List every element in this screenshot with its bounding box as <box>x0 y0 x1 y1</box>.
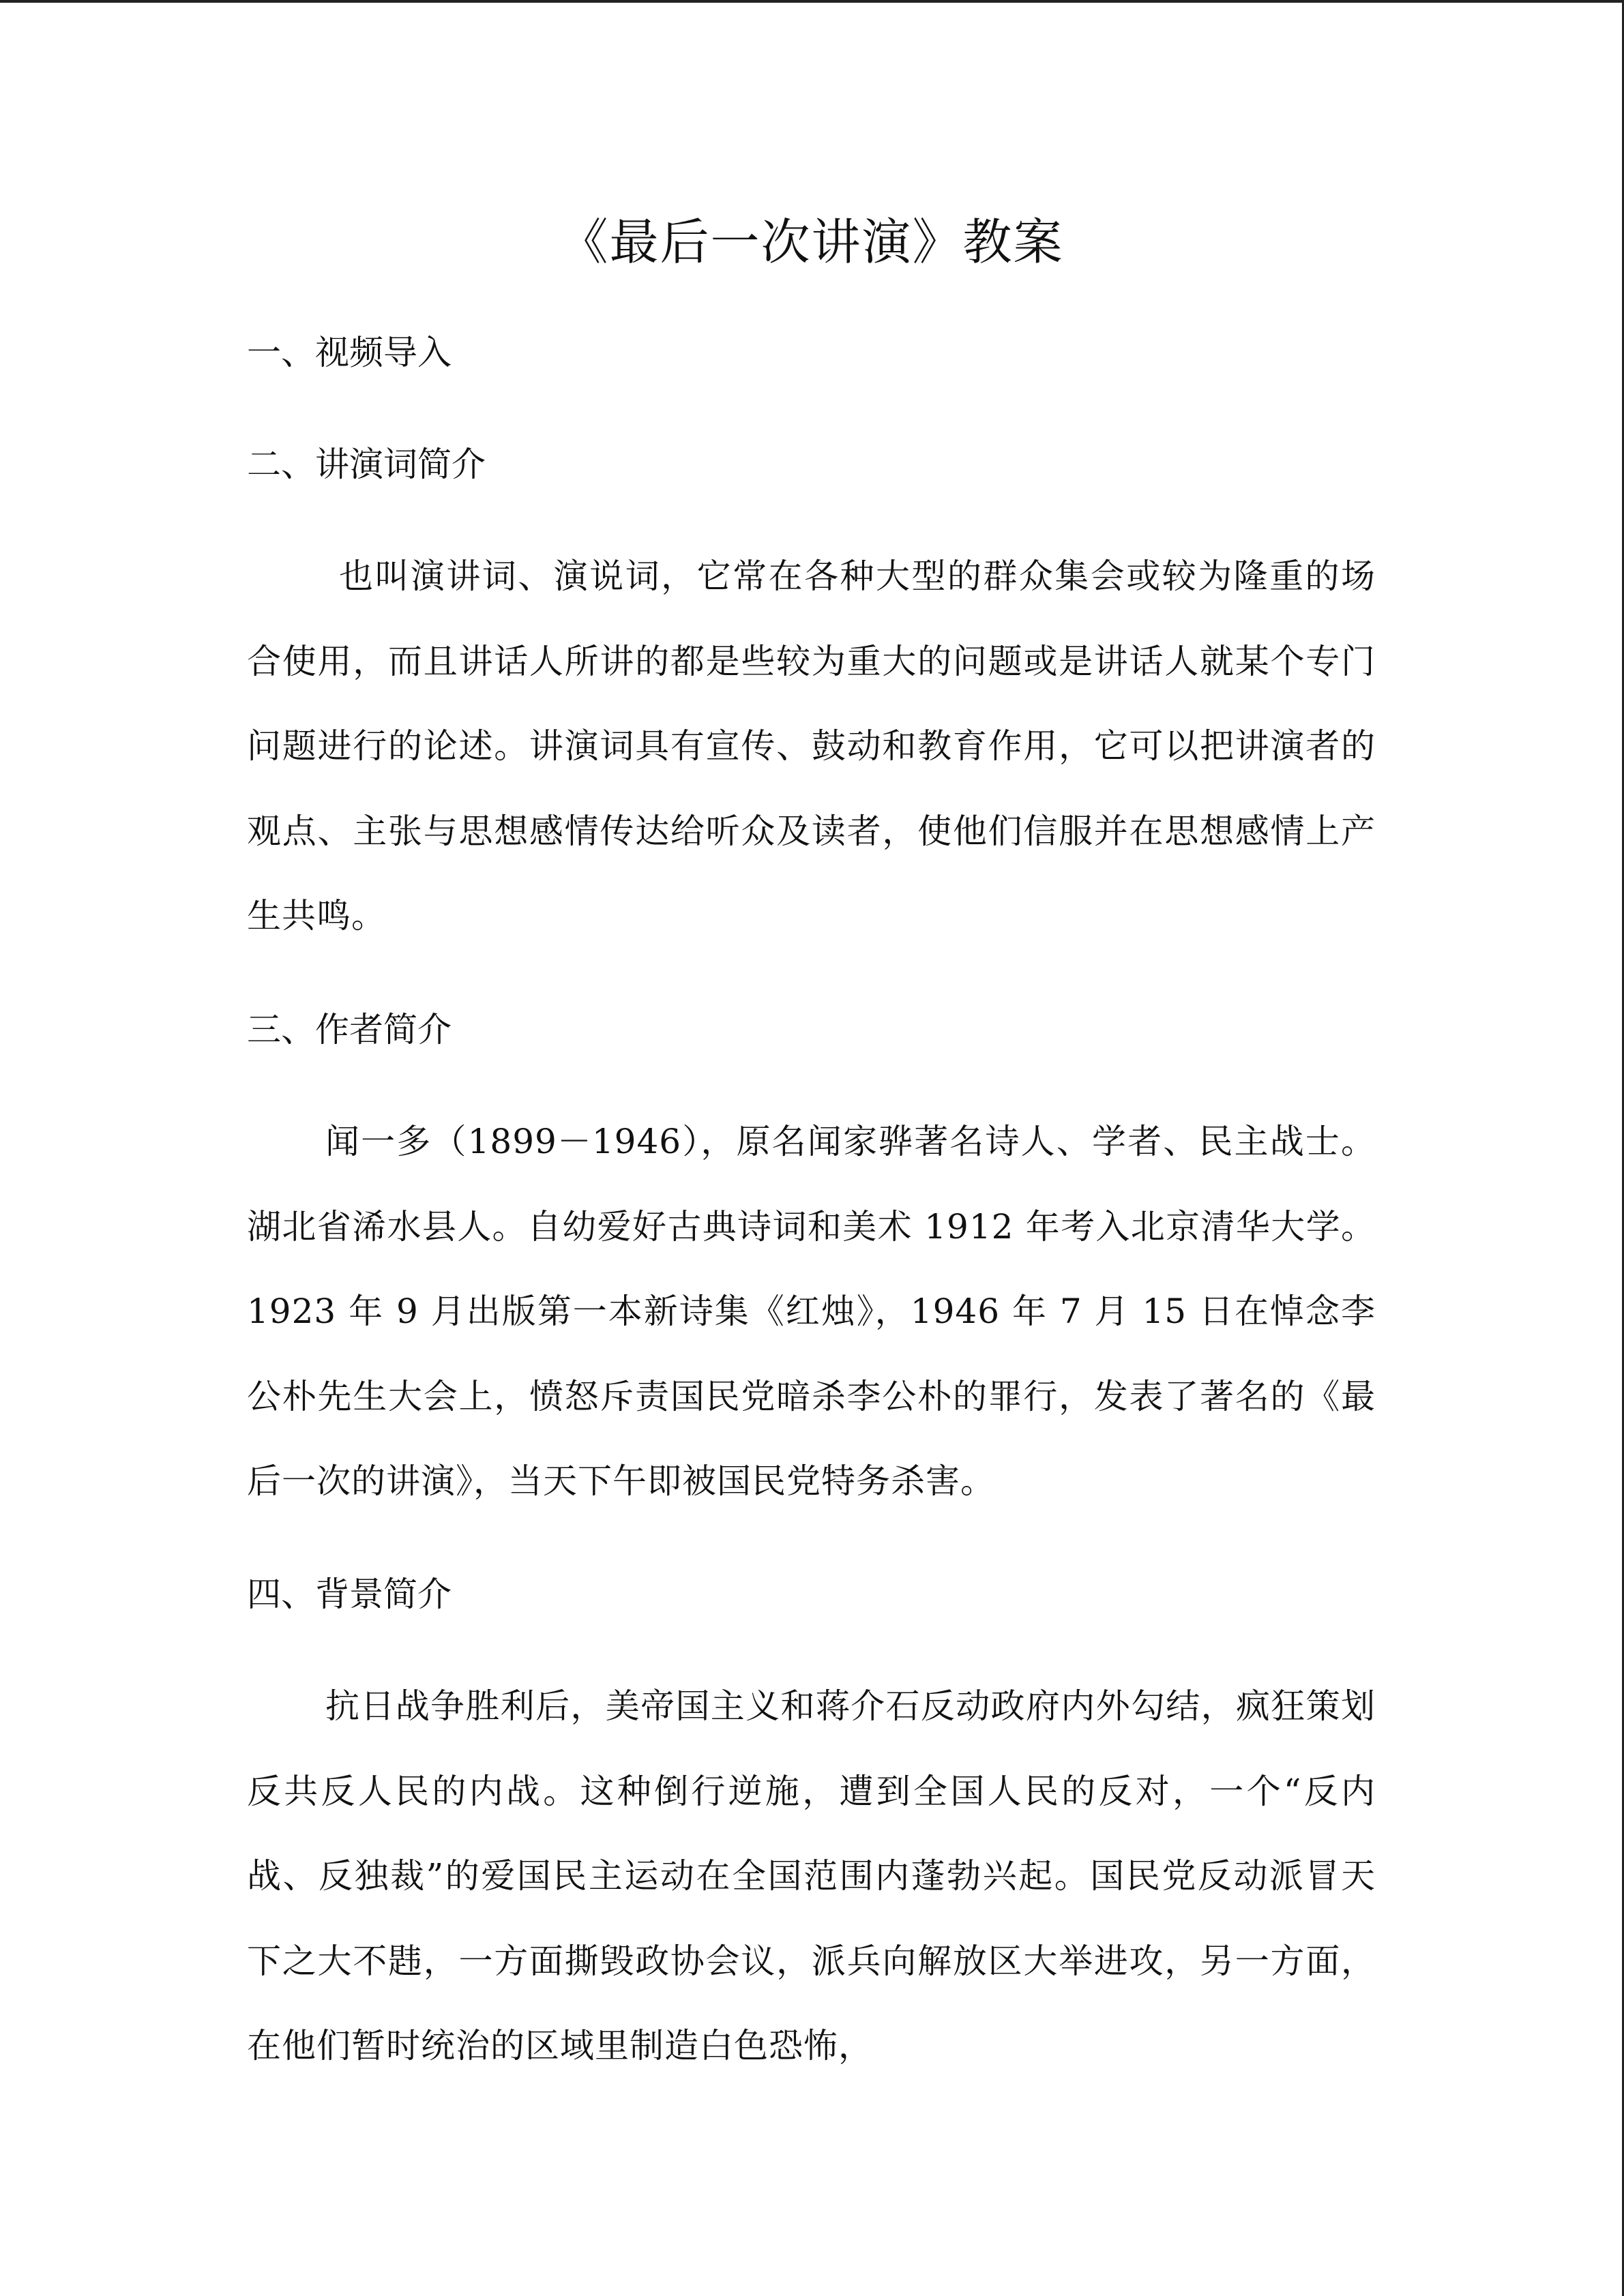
section-heading-speech-intro: 二、讲演词简介 <box>247 445 486 484</box>
document-title: 《最后一次讲演》教案 <box>559 213 1064 271</box>
section-heading-video-intro: 一、视频导入 <box>247 333 452 372</box>
section-heading-background-intro: 四、背景简介 <box>247 1575 452 1614</box>
section-body-background-intro: 抗日战争胜利后，美帝国主义和蒋介石反动政府内外勾结，疯狂策划反共反人民的内战。这种倒行逆施，遭到全国人民的反对，一个“反内战、反独裁”的爱国民主运动在全国范围内蓬勃兴起。国民党反动派冒天下之大不韪，一方面撕毁政协会议，派兵向解放区大举进攻，另一方面，在他们暂时统治的区域里制造白色恐怖， <box>247 1686 1376 2066</box>
section-heading-author-intro: 三、作者简介 <box>247 1010 452 1049</box>
section-body-author-intro: 闻一多（1899－1946），原名闻家骅著名诗人、学者、民主战士。湖北省浠水县人。自幼爱好古典诗词和美术 1912 年考入北京清华大学。1923 年 9 月出版第一本新诗集《红烛》，1946 年 7 月 15 日在悼念李公朴先生大会上，愤怒斥责国民党暗杀李公朴的罪行，发表了著名的《最后一次的讲演》，当天下午即被国民党特务杀害。 <box>247 1122 1376 1501</box>
section-body-speech-intro: 也叫演讲词、演说词，它常在各种大型的群众集会或较为隆重的场合使用，而且讲话人所讲的都是些较为重大的问题或是讲话人就某个专门问题进行的论述。讲演词具有宣传、鼓动和教育作用，它可以把讲演者的观点、主张与思想感情传达给听众及读者，使他们信服并在思想感情上产生共鸣。 <box>247 556 1376 936</box>
page-top-border <box>0 0 1624 3</box>
